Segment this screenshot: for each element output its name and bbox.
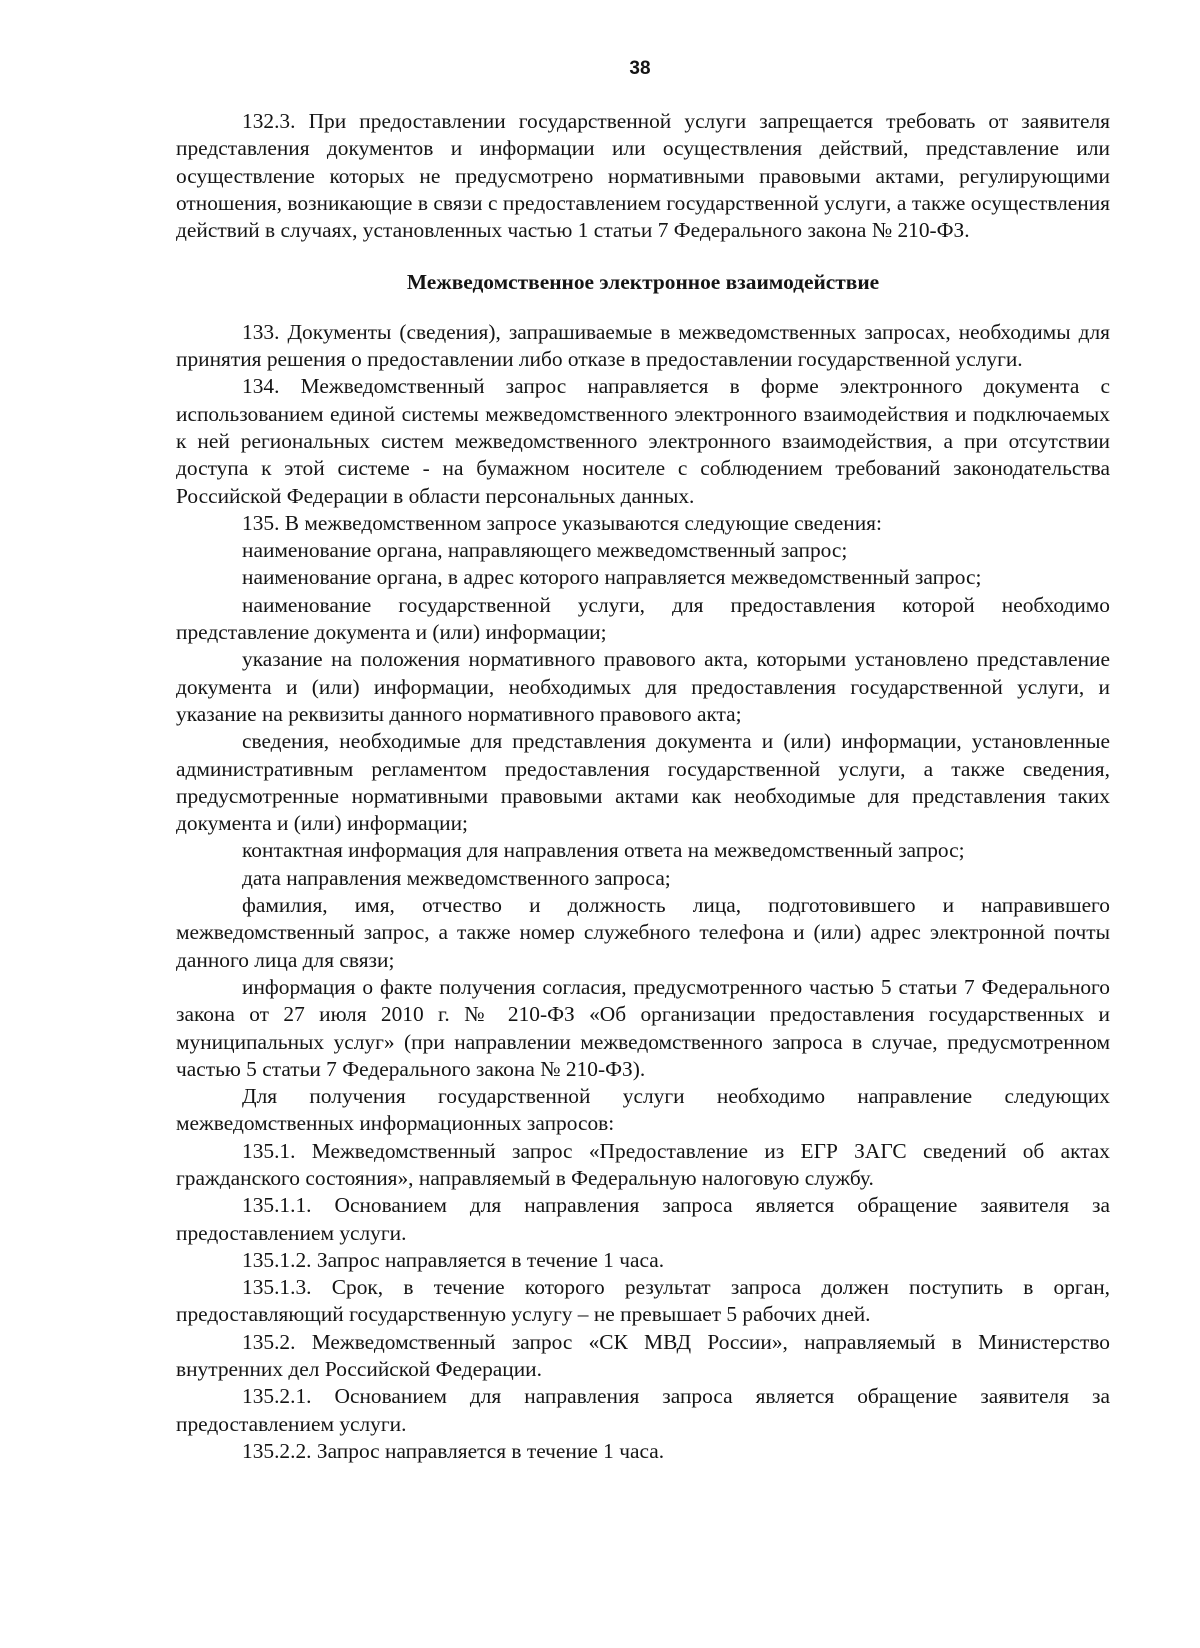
list-item: информация о факте получения согласия, предусмотренного частью 5 статьи 7 Федерального закона от 27 июля 2010 г. № 210-ФЗ «Об организации предоставления государственных и муниципальных услуг» (при направлении межведомственного запроса в случае, предусмотренном частью 5 статьи 7 Федерального закона № 210-ФЗ). [176, 974, 1110, 1081]
paragraph-135-2-2: 135.2.2. Запрос направляется в течение 1 часа. [242, 1438, 665, 1463]
paragraph-133: 133. Документы (сведения), запрашиваемые в межведомственных запросах, необходимы для принятия решения о предоставлении либо отказе в предоставлении государственной услуги. [176, 319, 1110, 372]
paragraph-134: 134. Межведомственный запрос направляется в форме электронного документа с использованием единой системы межведомственного электронного взаимодействия и подключаемых к ней региональных систем межведомственного электронного взаимодействия, а при отсутствии доступа к этой системе - на бумажном носителе с соблюдением требований законодательства Российской Федерации в области персональных данных. [176, 374, 1110, 508]
document-body [176, 108, 1110, 1465]
list-item: наименование органа, в адрес которого направляется межведомственный запрос; [242, 565, 982, 590]
list-item: контактная информация для направления ответа на межведомственный запрос; [242, 838, 965, 863]
paragraph-132-3: 132.3. При предоставлении государственной услуги запрещается требовать от заявителя представления документов и информации или осуществления действий, представление или осуществление которых не предусмотрено нормативными правовыми актами, регулирующими отношения, возникающие в связи с предоставлением государственной услуги, а также осуществления действий в случаях, установленных частью 1 статьи 7 Федерального закона № 210-ФЗ. [176, 109, 1110, 243]
list-item: указание на положения нормативного правового акта, которыми установлено представление документа и (или) информации, необходимых для предоставления государственной услуги, и указание на реквизиты данного нормативного правового акта; [176, 647, 1110, 726]
list-item: наименование государственной услуги, для предоставления которой необходимо представление документа и (или) информации; [176, 592, 1110, 645]
list-item: сведения, необходимые для представления документа и (или) информации, установленные административным регламентом предоставления государственной услуги, а также сведения, предусмотренные нормативными правовыми актами как необходимые для представления таких документа и (или) информации; [176, 729, 1110, 836]
paragraph-135-1-2: 135.1.2. Запрос направляется в течение 1 часа. [242, 1247, 665, 1272]
page-number: 38 [629, 58, 651, 79]
list-item: фамилия, имя, отчество и должность лица, подготовившего и направившего межведомственный запрос, а также номер служебного телефона и (или) адрес электронной почты данного лица для связи; [176, 893, 1110, 972]
paragraph-135: 135. В межведомственном запросе указываются следующие сведения: [242, 510, 882, 535]
paragraph-135-1-3: 135.1.3. Срок, в течение которого результат запроса должен поступить в орган, предоставляющий государственную услугу – не превышает 5 рабочих дней. [176, 1275, 1110, 1327]
section-heading: Межведомственное электронное взаимодействие [406, 270, 880, 295]
paragraph-requests-intro: Для получения государственной услуги необходимо направление следующих межведомственных информационных запросов: [176, 1084, 1110, 1136]
paragraph-135-1-1: 135.1.1. Основанием для направления запроса является обращение заявителя за предоставлением услуги. [176, 1193, 1110, 1245]
list-item: наименование органа, направляющего межведомственный запрос; [242, 538, 848, 563]
list-item: дата направления межведомственного запроса; [242, 865, 671, 890]
paragraph-135-2: 135.2. Межведомственный запрос «СК МВД России», направляемый в Министерство внутренних дел Российской Федерации. [176, 1329, 1110, 1382]
paragraph-135-2-1: 135.2.1. Основанием для направления запроса является обращение заявителя за предоставлением услуги. [176, 1384, 1110, 1436]
paragraph-135-1: 135.1. Межведомственный запрос «Предоставление из ЕГР ЗАГС сведений об актах гражданского состояния», направляемый в Федеральную налоговую службу. [176, 1138, 1110, 1190]
